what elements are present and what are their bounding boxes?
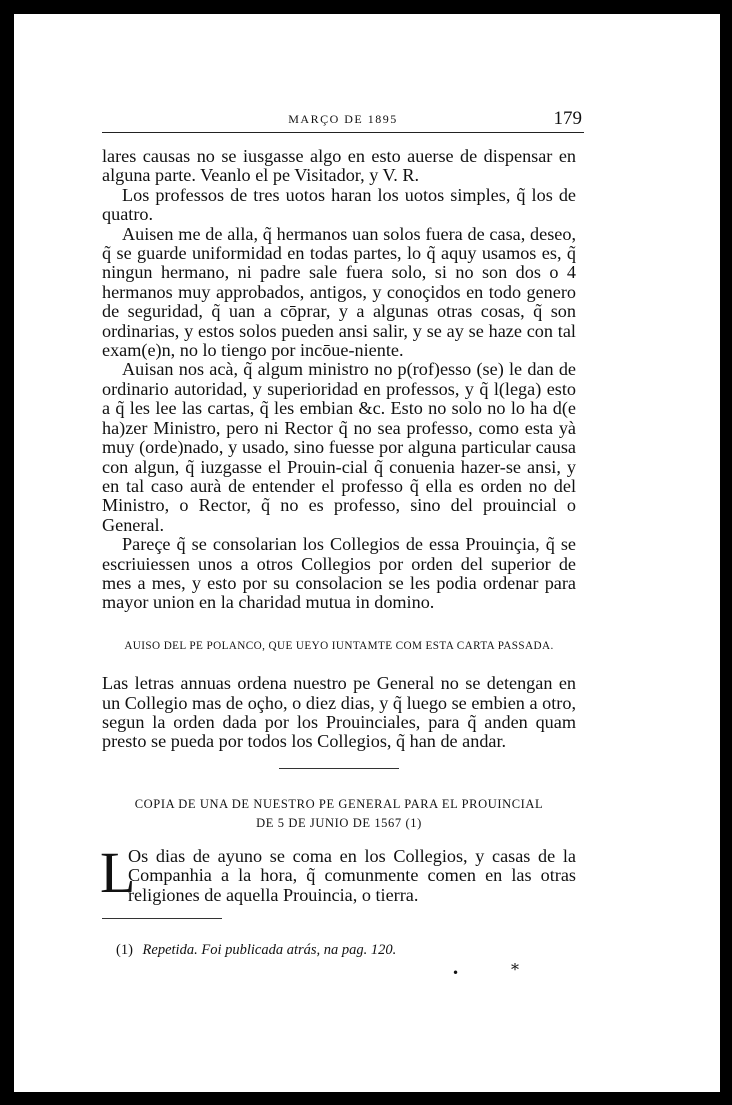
running-head: MARÇO DE 1895 [288,112,398,126]
paragraph-5: Pareçe q̃ se consolarian los Collegios de essa Prouinçia, q̃ se escriuiessen unos a otros Collegios por orden del superior de mes a mes, y esto por su consolacion se les podia ordenar para mayor union en la charidad mutua in domino. [102,534,576,613]
paragraph-3: Auisen me de alla, q̃ hermanos uan solos fuera de casa, deseo, q̃ se guarde uniformidad en todas partes, lo q̃ aquy usamos es, q̃ ningun hermano, ni padre sale fuera solo, si no son dos o 4 hermanos muy approbados, antigos, y conoçidos en todo genero de seguridad, q̃ uan a cōprar, y a algunas otras cosas, q̃ son ordinarias, y estos solos pueden ansi salir, y se ay se haze con tal exam(e)n, no lo tiengo por incōue-niente. [102,223,576,361]
copia-heading [102,795,576,833]
paragraph-1: lares causas no se iusgasse algo en esto auerse de dispensar en alguna parte. Veanlo el pe Visitador, y V. R. [102,146,576,186]
copia-paragraph-text: Os dias de ayuno se coma en los Collegios, y casas de la Companhia a la hora, q̃ comunmente comen en las otras religiones de aquella Prouincia, o tierra. [128,845,576,905]
aviso-heading: AUISO DEL PE POLANCO, QUE UEYO IUNTAMTE COM ESTA CARTA PASSADA. [124,639,554,652]
bullet-ornament: • [452,966,460,980]
section-divider [279,768,399,769]
paragraph-2: Los professos de tres uotos haran los uotos simples, q̃ los de quatro. [102,184,576,225]
footnote-mark: (1) [116,942,133,958]
page [14,14,720,1092]
footnote-text: Repetida. Foi publicada atrás, na pag. 120. [142,942,397,958]
page-header [102,104,584,133]
page-number: 179 [553,108,582,129]
asterisk-ornament: * [511,960,519,979]
copia-paragraph [100,839,576,905]
copia-heading-line-1: COPIA DE UNA DE NUESTRO PE GENERAL PARA EL PROUINCIAL [134,796,544,811]
footnote-rule [102,918,222,919]
drop-cap: L [100,839,136,905]
text-body [102,147,576,905]
copia-heading-line-2: DE 5 DE JUNIO DE 1567 (1) [256,815,422,830]
footnote [116,942,396,959]
paragraph-4: Auisan nos acà, q̃ algum ministro no p(rof)esso (se) le dan de ordinario autoridad, y superioridad en professos, y q̃ l(lega) esto a q̃ les lee las cartas, q̃ les embian &c. Esto no solo no lo ha d(e ha)zer Ministro, pero ni Rector q̃ no sea professo, como esta yà muy (orde)nado, y usado, sino fuesse por alguna particular causa con algun, q̃ iuzgasse el Prouin-cial q̃ conuenia hazer-se ansi, y en tal caso aurà de entender el professo q̃ ella es orden no del Ministro, o Rector, q̃ no es professo, sino del prouincial o General. [102,359,576,535]
aviso-paragraph: Las letras annuas ordena nuestro pe General no se detengan en un Collegio mas de oçho, o diez dias, y q̃ luego se embien a otro, segun la orden dada por los Prouinciales, para q̃ anden quam presto se pueda por todos los Collegios, q̃ han de andar. [102,673,576,752]
